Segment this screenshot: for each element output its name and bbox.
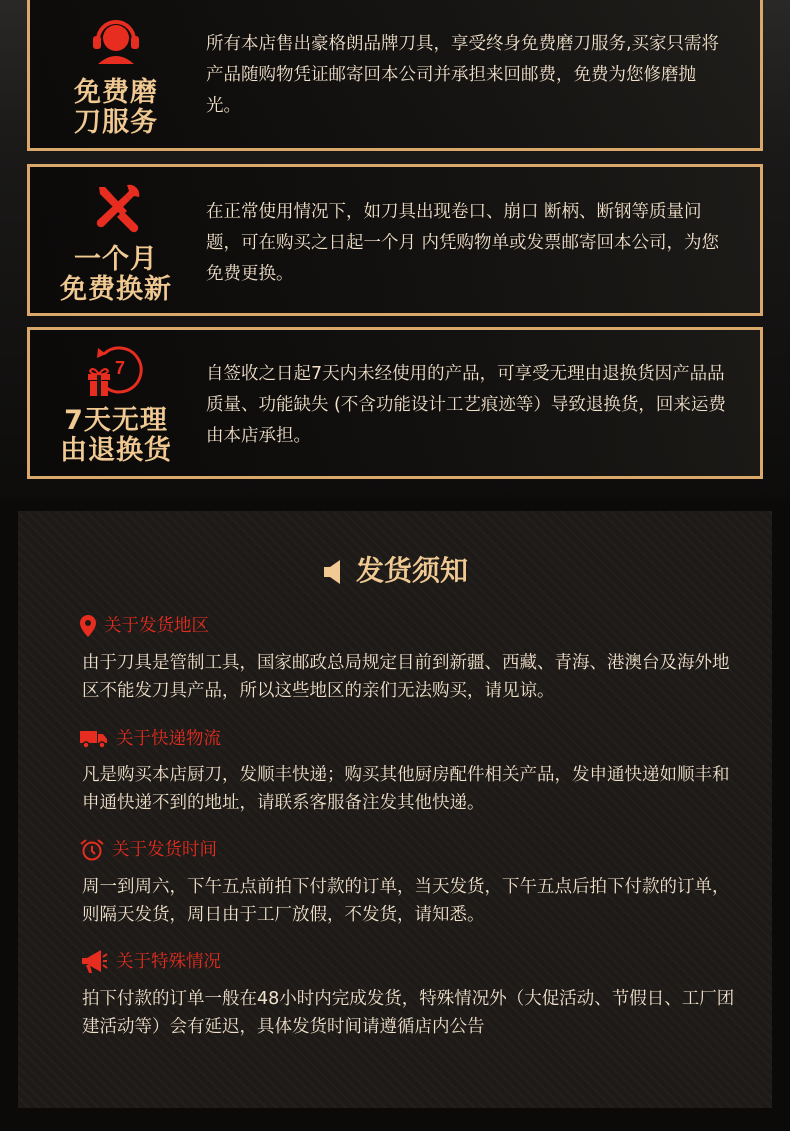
seven-day-return-icon <box>86 344 146 398</box>
megaphone-icon <box>80 949 108 975</box>
card-title-line1: 一个月 <box>74 244 158 275</box>
notice-title-row <box>18 551 772 591</box>
card-title-line1: 免费磨 <box>74 77 158 108</box>
section-heading-special <box>80 949 221 975</box>
card-icon-area <box>30 0 202 148</box>
section-text: 由于刀具是管制工具，国家邮政总局规定目前到新疆、西藏、青海、港澳台及海外地区不能发刀具产品，所以这些地区的亲们无法购买，请见谅。 <box>82 653 730 701</box>
return-days-number: 7 <box>114 358 126 378</box>
card-text: 自签收之日起7天内未经使用的产品，可享受无理由退换货因产品品质量、功能缺失 (不含功能设计工艺痕迹等）导致退换货，回来运费由本店承担。 <box>206 364 726 446</box>
section-heading: 关于发货地区 <box>104 616 209 636</box>
section-heading-region <box>80 613 209 639</box>
service-card-one-month-replacement <box>27 164 763 316</box>
section-text: 凡是购买本店厨刀，发顺丰快递；购买其他厨房配件相关产品，发申通快递如顺丰和申通快递不到的地址，请联系客服备注发其他快递。 <box>82 765 730 813</box>
card-icon-area <box>30 330 202 476</box>
shipping-notice-panel <box>18 511 772 1108</box>
section-heading: 关于快递物流 <box>116 729 221 749</box>
card-title-line1: 7天无理 <box>64 405 168 436</box>
customer-service-icon <box>90 18 142 64</box>
card-title-line2: 由退换货 <box>60 435 172 466</box>
delivery-truck-icon <box>80 729 108 749</box>
service-card-free-sharpening <box>27 0 763 151</box>
card-title-line2: 刀服务 <box>74 107 158 138</box>
card-title-line2: 免费换新 <box>60 274 172 305</box>
service-card-seven-day-return <box>27 327 763 479</box>
card-text: 在正常使用情况下，如刀具出现卷口、崩口 断柄、断钢等质量问题，可在购买之日起一个月 内凭购物单或发票邮寄回本公司，为您免费更换。 <box>206 202 720 284</box>
notice-title: 发货须知 <box>355 554 468 587</box>
section-text: 拍下付款的订单一般在48小时内完成发货，特殊情况外（大促活动、节假日、工厂团建活动等）会有延迟，具体发货时间请遵循店内公告 <box>82 989 735 1037</box>
section-text: 周一到周六，下午五点前拍下付款的订单，当天发货，下午五点后拍下付款的订单，则隔天发货，周日由于工厂放假，不发货，请知悉。 <box>82 877 730 925</box>
section-heading: 关于发货时间 <box>112 840 217 860</box>
section-heading-time <box>80 837 217 863</box>
card-text: 所有本店售出豪格朗品牌刀具，享受终身免费磨刀服务,买家只需将产品随购物凭证邮寄回本公司并承担来回邮费，免费为您修磨抛光。 <box>206 34 720 116</box>
section-heading: 关于特殊情况 <box>116 952 221 972</box>
location-pin-icon <box>80 615 96 637</box>
tools-icon <box>89 181 143 235</box>
section-heading-logistics <box>80 726 221 752</box>
card-icon-area <box>30 167 202 313</box>
speaker-icon <box>322 559 346 585</box>
alarm-clock-icon <box>80 839 104 861</box>
